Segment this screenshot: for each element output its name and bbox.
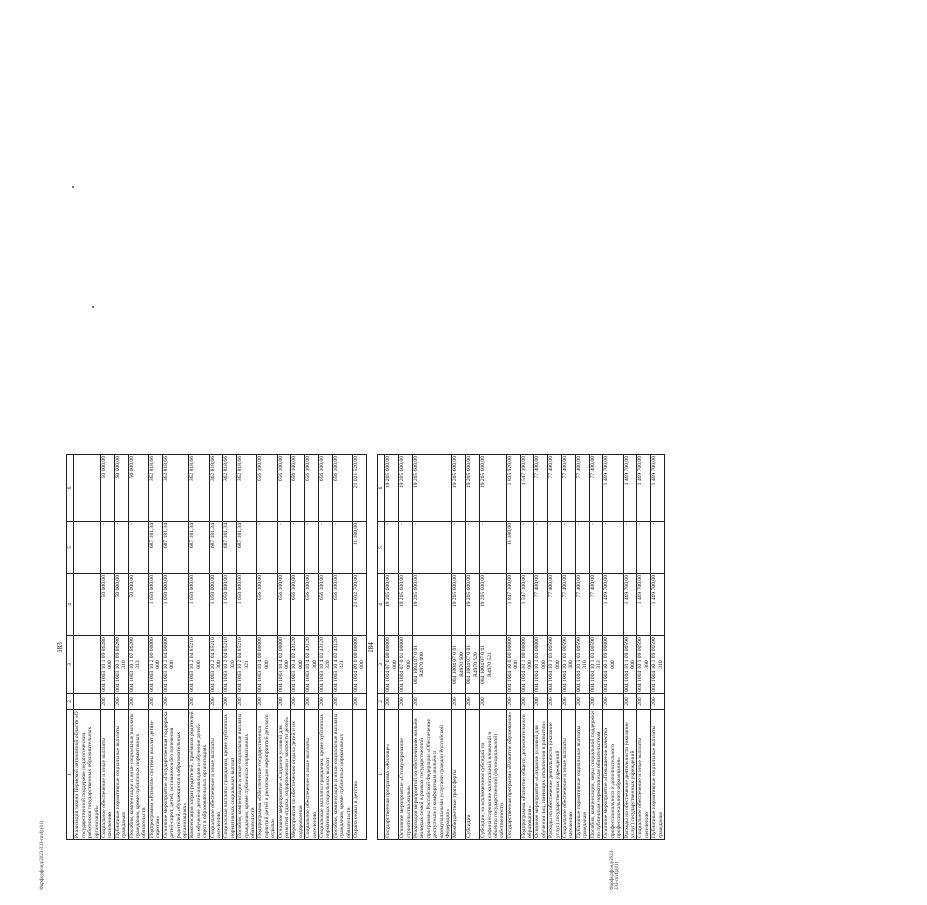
table-cell: 19 205 600,00 bbox=[399, 574, 413, 636]
table-cell: Подпрограмма «Обеспечение государственных гарантий детей и реализация мероприятий детского отдыха» bbox=[257, 710, 277, 840]
table-row bbox=[101, 455, 115, 840]
table-cell: 362 818,66 bbox=[162, 455, 189, 522]
table-cell: 362 818,66 bbox=[189, 455, 209, 522]
table-cell: 362 818,66 bbox=[237, 455, 257, 522]
table-cell: Основное мероприятие «Стимулирование строительства жилья» bbox=[399, 710, 413, 840]
table-cell: Подпрограмма «Развитие общего, дополнительного образования» bbox=[520, 710, 534, 840]
table-cell: 1 469 700,00 bbox=[651, 574, 665, 636]
table-cell: 200 bbox=[466, 694, 480, 710]
table-cell: 656 100,00 bbox=[305, 574, 319, 636]
table-cell: 656 100,00 bbox=[332, 455, 352, 522]
column-header: 3 bbox=[67, 636, 74, 694]
table-cell: - bbox=[399, 522, 413, 574]
table-cell: 200 bbox=[534, 694, 548, 710]
table-cell: 004 1003 10 2 04 85210 000 bbox=[189, 636, 209, 694]
table-cell: 19 205 600,00 bbox=[452, 574, 466, 636]
table-cell: - bbox=[520, 522, 534, 574]
table-row bbox=[399, 455, 413, 840]
table-cell: Основное мероприятие «Повышение качества профессионального и дополнительного профессионального образования» bbox=[603, 710, 623, 840]
table-cell: 200 bbox=[277, 694, 291, 710]
table-cell: - bbox=[623, 522, 637, 574]
table-cell: Пособия, компенсации и иные социальные выплаты гражданам, кроме публичных нормативных обязательств bbox=[237, 710, 257, 840]
table-cell: 200 bbox=[520, 694, 534, 710]
table-cell bbox=[74, 574, 101, 636]
table-cell: 21 021 520,00 bbox=[353, 455, 367, 522]
table-row bbox=[257, 455, 277, 840]
column-header: 6 bbox=[378, 455, 385, 522]
table-cell: 200 bbox=[637, 694, 651, 710]
table-cell: 19 205 600,00 bbox=[399, 455, 413, 522]
table-cell: 200 bbox=[223, 694, 237, 710]
table-cell: 50 000,00 bbox=[128, 455, 148, 522]
table-cell: - bbox=[257, 522, 277, 574]
table-cell: 1 050 000,00 bbox=[162, 574, 189, 636]
table-cell: 687 181,34 bbox=[148, 522, 162, 574]
table-cell: 19 205 600,00 bbox=[385, 574, 399, 636]
table-row bbox=[466, 455, 480, 840]
table-cell: 200 bbox=[575, 694, 589, 710]
table-cell: - bbox=[413, 522, 452, 574]
table-row bbox=[385, 455, 399, 840]
budget-table-right bbox=[377, 454, 665, 840]
table-cell: 19 205 600,00 bbox=[480, 574, 507, 636]
table-cell: 1 847 100,00 bbox=[506, 574, 520, 636]
table-cell: Пособия, компенсации и иные социальные выплаты гражданам, кроме публичных нормативных обязательств bbox=[128, 710, 148, 840]
table-row bbox=[114, 455, 128, 840]
table-cell: 19 205 600,00 bbox=[452, 455, 466, 522]
table-cell: 004 1003 10 4 02 43120 300 bbox=[305, 637, 318, 692]
table-cell: 362 818,66 bbox=[223, 455, 237, 522]
table-cell: 200 bbox=[399, 694, 413, 710]
table-cell: 004 1004 10 1 09 00590 000 bbox=[623, 637, 637, 692]
table-cell: 687 181,34 bbox=[189, 522, 209, 574]
table-cell: 200 bbox=[128, 694, 148, 710]
table-cell: 1 835 920,00 bbox=[506, 455, 520, 522]
table-row bbox=[209, 455, 223, 840]
table-cell: 200 bbox=[548, 694, 562, 710]
table-cell: - bbox=[319, 522, 333, 574]
header-row bbox=[378, 455, 385, 840]
table-row bbox=[74, 455, 101, 840]
table-cell: 004 1003 10 1 07 86280 313 bbox=[128, 636, 148, 694]
table-cell: 004 1004 10 1 09 00590 310 bbox=[651, 637, 664, 692]
table-cell: 77 400,00 bbox=[575, 455, 589, 522]
table-cell: Охрана семьи и детства bbox=[353, 710, 367, 840]
table-row bbox=[162, 455, 189, 840]
table-row bbox=[332, 455, 352, 840]
table-cell: 004 1004 10 1 09 00000 000 bbox=[603, 636, 623, 694]
table-cell: Межбюджетные трансферты bbox=[452, 710, 466, 840]
table-cell: - bbox=[561, 522, 575, 574]
table-cell: Социальное обеспечение и иные выплаты населению bbox=[305, 710, 319, 840]
table-cell: Государственная программа «Развитие образования» bbox=[506, 710, 520, 840]
table-cell: 21 032 700,00 bbox=[353, 574, 367, 636]
table-row bbox=[651, 455, 665, 840]
table-cell: 004 1003 10 1 09 86280 310 bbox=[114, 637, 128, 692]
table-row bbox=[561, 455, 575, 840]
table-cell: 656 100,00 bbox=[319, 574, 333, 636]
table-row bbox=[506, 455, 520, 840]
table-cell: Основное мероприятие «Создание условий для обучения лиц, имеющих отклонения в развитии» bbox=[534, 710, 548, 840]
table-cell: 1 050 000,00 bbox=[189, 574, 209, 636]
table-cell: Социальные выплаты гражданам, кроме публичных нормативных социальных выплат bbox=[319, 710, 333, 840]
table-cell: 200 bbox=[623, 694, 637, 710]
table-cell: 11 180,00 bbox=[506, 522, 520, 574]
table-row bbox=[128, 455, 148, 840]
table-cell: 1 469 700,00 bbox=[603, 455, 623, 522]
table-cell: 77 400,00 bbox=[548, 574, 562, 636]
table-cell: - bbox=[332, 522, 352, 574]
table-cell: Пособия, компенсации и иные социальные выплаты гражданам, кроме публичных нормативных обязательств bbox=[332, 710, 352, 840]
table-cell: - bbox=[651, 522, 665, 574]
table-cell: Социальное обеспечение и иные выплаты населению bbox=[101, 710, 115, 840]
table-cell: 004 1004 07 0 01 00000 000 bbox=[399, 637, 412, 692]
table-cell: 004 1004 10 1 03 00590 300 bbox=[561, 637, 575, 692]
table-cell: 656 100,00 bbox=[257, 455, 277, 522]
table-cell: - bbox=[114, 522, 128, 574]
table-row bbox=[603, 455, 623, 840]
table-cell: 11 180,00 bbox=[353, 522, 367, 574]
table-cell: 200 bbox=[237, 694, 257, 710]
table-cell: Мероприятия по обеспечению отдыха детей и их оздоровления bbox=[291, 710, 305, 840]
table-cell: 004 1003 10 2 04 00000 000 bbox=[162, 636, 189, 694]
table-cell: 004 1003 10 1 09 86280 000 bbox=[101, 637, 114, 692]
table-row bbox=[148, 455, 162, 840]
table-cell: 200 bbox=[114, 694, 128, 710]
table-cell: - bbox=[603, 522, 623, 574]
column-header: 3 bbox=[378, 636, 385, 694]
table-cell: 004 1003 10 2 04 85210 320 bbox=[223, 637, 236, 692]
table-row bbox=[189, 455, 209, 840]
table-row bbox=[480, 455, 507, 840]
table-cell: 77 400,00 bbox=[561, 455, 575, 522]
table-cell: 200 bbox=[353, 694, 367, 710]
table-cell: 200 bbox=[332, 694, 352, 710]
table-cell: 004 1003 10 2 04 85210 321 bbox=[237, 636, 257, 694]
table-cell: 004 1004 10 1 03 00000 000 bbox=[534, 637, 547, 692]
table-cell: Субсидии, за исключением субсидий на софинансирование капитальных вложений в объекты государственной (муниципальной) собственности bbox=[480, 710, 507, 840]
table-cell: 1 469 700,00 bbox=[603, 574, 623, 636]
table-cell: 200 bbox=[651, 694, 665, 710]
table-cell: 656 100,00 bbox=[332, 574, 352, 636]
table-cell: - bbox=[291, 522, 305, 574]
table-cell: 19 205 600,00 bbox=[466, 574, 480, 636]
page-number: 183 bbox=[56, 642, 64, 653]
table-row bbox=[520, 455, 534, 840]
table-cell: Государственная программа «Жилище» bbox=[385, 710, 399, 840]
column-header: 1 bbox=[378, 710, 385, 840]
table-cell: 200 bbox=[603, 694, 623, 710]
page-number: 184 bbox=[367, 642, 375, 653]
table-cell: 50 000,00 bbox=[128, 574, 148, 636]
table-cell: 77 400,00 bbox=[561, 574, 575, 636]
column-header: 2 bbox=[67, 694, 74, 710]
table-row bbox=[452, 455, 466, 840]
table-cell bbox=[74, 455, 101, 522]
table-cell: 004 1004 10 1 03 00590 313 bbox=[589, 637, 602, 692]
table-cell: 200 bbox=[452, 694, 466, 710]
table-row bbox=[623, 455, 637, 840]
table-cell: Социальное обеспечение и иные выплаты населению bbox=[637, 710, 651, 840]
table-cell: 004 1004 07 0 01 R4970 000 bbox=[413, 636, 452, 694]
table-cell: 200 bbox=[319, 694, 333, 710]
table-cell: 50 000,00 bbox=[101, 574, 115, 636]
table-cell: 004 1004 10 0 00 00000 000 bbox=[506, 637, 520, 692]
table-cell: 1 050 000,00 bbox=[209, 574, 223, 636]
table-cell: - bbox=[534, 522, 548, 574]
table-cell: 1 050 000,00 bbox=[223, 574, 237, 636]
table-cell: 200 bbox=[257, 694, 277, 710]
table-cell: 687 181,34 bbox=[162, 522, 189, 574]
table-cell: 1 050 000,00 bbox=[237, 574, 257, 636]
table-cell: 004 1003 10 4 02 43120 320 bbox=[319, 637, 332, 692]
table-cell: 19 205 600,00 bbox=[466, 455, 480, 522]
table-cell: 200 bbox=[189, 694, 209, 710]
table-cell: 004 1004 07 0 01 R4970 500 bbox=[452, 636, 466, 694]
table-cell: Пособия, компенсации, меры социальной поддержки по публичным нормативным обязательствам bbox=[589, 711, 602, 838]
table-cell: 19 205 600,00 bbox=[413, 574, 452, 636]
table-cell: 19 205 600,00 bbox=[413, 455, 452, 522]
table-cell: 200 bbox=[561, 694, 575, 710]
table-cell: 656 100,00 bbox=[277, 455, 291, 522]
table-cell: 687 181,34 bbox=[209, 522, 223, 574]
table-cell: 004 1003 10 2 00 00000 000 bbox=[148, 637, 162, 692]
table-cell: 200 bbox=[305, 694, 319, 710]
table-cell: 19 205 600,00 bbox=[385, 455, 399, 522]
table-cell: Субсидии bbox=[466, 710, 480, 840]
table-cell: 77 400,00 bbox=[534, 455, 548, 522]
column-header: 5 bbox=[67, 522, 74, 574]
table-cell: - bbox=[548, 522, 562, 574]
table-cell: 200 bbox=[209, 694, 223, 710]
table-cell: - bbox=[305, 522, 319, 574]
table-cell: 687 181,34 bbox=[237, 522, 257, 574]
table-cell: 004 1003 10 2 04 85210 300 bbox=[209, 637, 222, 692]
table-cell: 200 bbox=[506, 694, 520, 710]
table-cell: 1 547 100,00 bbox=[520, 455, 534, 522]
table-cell: - bbox=[637, 522, 651, 574]
table-cell: - bbox=[466, 522, 480, 574]
table-cell: 50 000,00 bbox=[101, 455, 115, 522]
table-cell bbox=[74, 636, 101, 694]
table-row bbox=[319, 455, 333, 840]
table-cell: 1 547 100,00 bbox=[520, 574, 534, 636]
table-cell: 1 469 700,00 bbox=[637, 574, 651, 636]
right-page bbox=[367, 455, 927, 840]
table-cell: 004 1004 07 0 01 R4970 521 bbox=[480, 636, 507, 694]
table-cell: Подпрограмма «Развитие системы выплат детям-сиротам» bbox=[148, 710, 162, 840]
table-cell: 200 bbox=[148, 694, 162, 710]
column-header: 4 bbox=[67, 574, 74, 636]
table-row bbox=[637, 455, 651, 840]
table-cell: 656 100,00 bbox=[305, 455, 319, 522]
table-cell: Реализация закона Пермской автономной области «О государственной поддержке педагогических работников государственных образовательных организаций» bbox=[74, 711, 100, 838]
table-cell: Публичные нормативные социальные выплаты гражданам bbox=[575, 710, 589, 840]
table-cell: 687 181,34 bbox=[223, 522, 237, 574]
table-cell: Расходы на обеспечение деятельности (оказание услуг) государственных учреждений bbox=[623, 710, 637, 840]
table-cell: 004 1003 10 4 02 43120 321 bbox=[332, 636, 352, 694]
table-cell: 004 1004 10 1 00 00000 000 bbox=[520, 637, 533, 692]
table-cell: 1 469 700,00 bbox=[623, 574, 637, 636]
table-cell: 77 400,00 bbox=[534, 574, 548, 636]
column-header: 4 bbox=[378, 574, 385, 636]
table-cell: 1 469 700,00 bbox=[651, 455, 665, 522]
table-row bbox=[353, 455, 367, 840]
table-cell: 004 1003 10 4 00 00000 000 bbox=[257, 636, 277, 694]
table-cell: 004 1004 07 0 00 00000 000 bbox=[385, 637, 398, 692]
table-cell: 200 bbox=[480, 694, 507, 710]
table-row bbox=[277, 455, 291, 840]
table-cell: - bbox=[452, 522, 466, 574]
table-cell bbox=[74, 694, 101, 710]
table-row bbox=[575, 455, 589, 840]
table-row bbox=[534, 455, 548, 840]
table-cell: 004 1003 10 4 02 43120 000 bbox=[291, 637, 304, 692]
table-cell: Социальные выплаты гражданам, кроме публичных нормативных социальных выплат bbox=[223, 710, 237, 840]
table-cell: 200 bbox=[413, 694, 452, 710]
table-cell: 50 000,00 bbox=[114, 455, 128, 522]
table-cell: 77 400,00 bbox=[589, 574, 603, 636]
table-cell: 200 bbox=[101, 694, 115, 710]
column-header: 2 bbox=[378, 694, 385, 710]
scan-speck bbox=[92, 306, 94, 308]
table-cell: 200 bbox=[589, 694, 603, 710]
table-cell: - bbox=[277, 522, 291, 574]
table-cell: Публичные нормативные социальные выплаты гражданам bbox=[651, 710, 665, 840]
table-row bbox=[413, 455, 452, 840]
table-cell: 656 100,00 bbox=[257, 574, 277, 636]
table-cell: 004 1003 10 4 02 00000 000 bbox=[277, 637, 290, 692]
table-cell: - bbox=[575, 522, 589, 574]
table-cell: 656 100,00 bbox=[291, 574, 305, 636]
table-cell: 50 000,00 bbox=[114, 574, 128, 636]
table-cell bbox=[74, 522, 101, 574]
table-cell: 1 050 000,00 bbox=[148, 574, 162, 636]
table-cell: 004 1004 10 1 03 00590 310 bbox=[575, 637, 589, 692]
table-cell: 200 bbox=[291, 694, 305, 710]
table-cell: - bbox=[589, 522, 603, 574]
table-row bbox=[589, 455, 603, 840]
table-cell: 77 400,00 bbox=[548, 455, 562, 522]
table-row bbox=[291, 455, 305, 840]
table-cell: 200 bbox=[385, 694, 399, 710]
table-cell: Реализация мероприятий по обеспечению жильём молодых семей в рамках государственной программы Российской Федерации «Обеспечение доступным и комфортным жильём и коммунальными услугами граждан Российской Федерации» bbox=[413, 710, 452, 840]
table-cell: 1 469 700,00 bbox=[637, 455, 651, 522]
header-row bbox=[67, 455, 74, 840]
column-header: 1 bbox=[67, 710, 74, 840]
table-cell: Основное мероприятие «Государственная поддержка детей-сирот, детей, оставшихся без попечения родителей, обучающихся в образовательных организациях» bbox=[162, 710, 189, 840]
table-cell: Социальное обеспечение и иные выплаты населению bbox=[209, 710, 223, 840]
table-cell: Социальное обеспечение и иные выплаты населению bbox=[561, 710, 575, 840]
table-cell: 656 100,00 bbox=[277, 574, 291, 636]
table-cell: 656 100,00 bbox=[291, 455, 305, 522]
table-cell: - bbox=[480, 522, 507, 574]
table-row bbox=[305, 455, 319, 840]
table-row bbox=[548, 455, 562, 840]
table-cell: 004 1004 10 1 09 00590 300 bbox=[637, 637, 650, 692]
table-cell: Расходы на обеспечение деятельности (оказание услуг) государственных учреждений bbox=[548, 710, 562, 840]
budget-table-left bbox=[66, 454, 367, 840]
table-cell: 77 400,00 bbox=[589, 455, 603, 522]
table-cell: 362 818,66 bbox=[209, 455, 223, 522]
table-cell: 004 1004 00 0 00 00000 000 bbox=[353, 637, 366, 692]
table-cell: 004 1004 10 1 03 00590 000 bbox=[548, 637, 561, 692]
table-cell: 77 400,00 bbox=[575, 574, 589, 636]
table-cell: - bbox=[101, 522, 115, 574]
footer-right: Фарфорфонд/2023-333-rnvfp(01) bbox=[610, 849, 620, 890]
scan-speck bbox=[72, 186, 74, 188]
table-cell: Публичные нормативные социальные выплаты гражданам bbox=[114, 710, 128, 840]
table-cell: - bbox=[385, 522, 399, 574]
table-cell: - bbox=[128, 522, 148, 574]
column-header: 6 bbox=[67, 455, 74, 522]
table-cell: Компенсация затрат родителей, приёмных родителей на обучение детей-инвалидов и обучение детей-сирот в образовательных организациях bbox=[189, 711, 209, 838]
footer-left: Фарфорфонд/2023-333-rnvfp(01) bbox=[40, 820, 45, 890]
table-cell: 656 100,00 bbox=[319, 455, 333, 522]
table-cell: 004 1004 07 0 01 R4970 520 bbox=[466, 636, 480, 694]
table-cell: 1 469 700,00 bbox=[623, 455, 637, 522]
table-row bbox=[237, 455, 257, 840]
table-cell: 200 bbox=[162, 694, 189, 710]
table-cell: 362 818,66 bbox=[148, 455, 162, 522]
column-header: 5 bbox=[378, 522, 385, 574]
table-cell: Основное мероприятие «Создание условий для развития отдыха, оздоровления и занятости детей» bbox=[277, 710, 291, 840]
table-cell: 19 205 600,00 bbox=[480, 455, 507, 522]
table-row bbox=[223, 455, 237, 840]
